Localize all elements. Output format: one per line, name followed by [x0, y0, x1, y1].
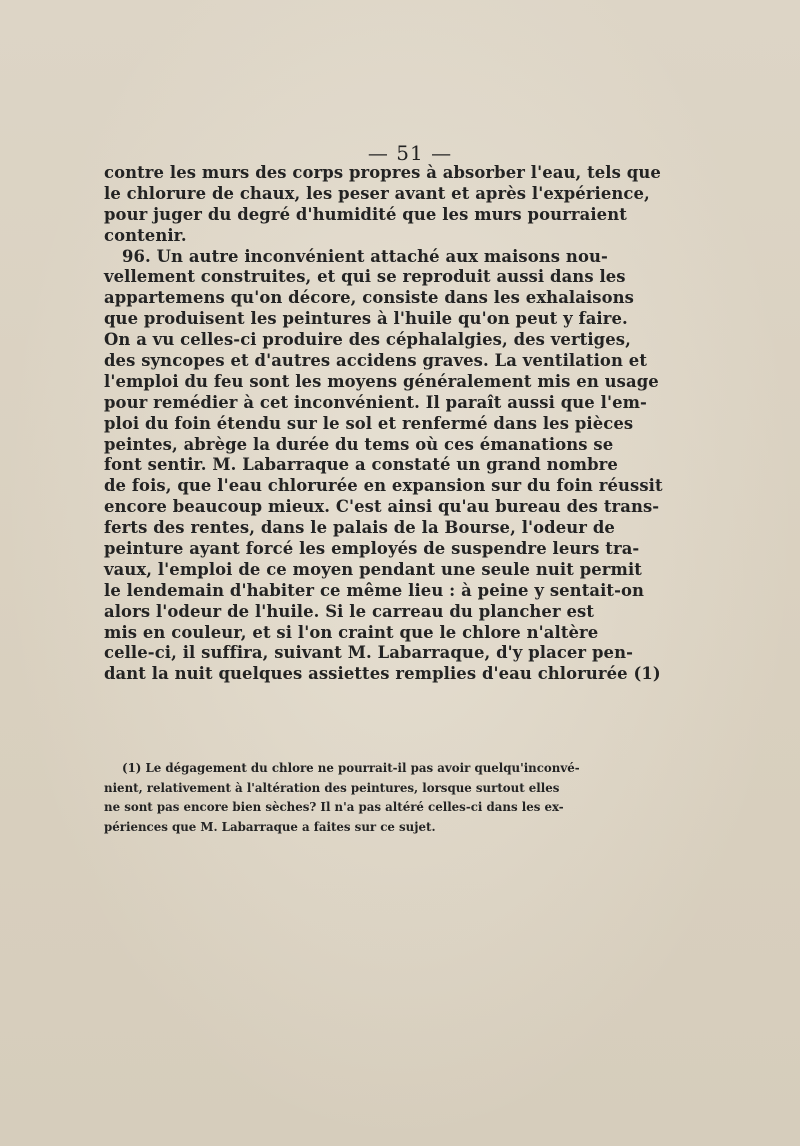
- footnote-line: périences que M. Labarraque a faites sur ce sujet.: [104, 819, 436, 834]
- text-line: alors l'odeur de l'huile. Si le carreau du plancher est: [104, 601, 595, 621]
- text-line: appartemens qu'on décore, consiste dans les exhalaisons: [104, 288, 634, 308]
- footnote-line: nient, relativement à l'altération des peintures, lorsque surtout elles: [104, 780, 560, 795]
- text-line: On a vu celles-ci produire des céphalalgies, des vertiges,: [104, 330, 631, 350]
- text-line: que produisent les peintures à l'huile qu'on peut y faire.: [104, 309, 628, 329]
- footnote-line: ne sont pas encore bien sèches? Il n'a pas altéré celles-ci dans les ex-: [104, 800, 564, 814]
- text-line: peinture ayant forcé les employés de suspendre leurs tra-: [104, 539, 640, 559]
- text-line: le chlorure de chaux, les peser avant et après l'expérience,: [104, 183, 650, 203]
- text-line: peintes, abrège la durée du tems où ces émanations se: [104, 434, 614, 454]
- text-line: celle-ci, il suffira, suivant M. Labarraque, d'y placer pen-: [104, 643, 633, 663]
- footnote: [104, 759, 580, 837]
- text-line: contre les murs des corps propres à absorber l'eau, tels que: [104, 163, 661, 182]
- text-line: font sentir. M. Labarraque a constaté un grand nombre: [104, 455, 618, 475]
- text-line: vaux, l'emploi de ce moyen pendant une seule nuit permit: [104, 559, 642, 579]
- text-line: encore beaucoup mieux. C'est ainsi qu'au bureau des trans-: [104, 497, 660, 517]
- text-line: 96. Un autre inconvénient attaché aux maisons nou-: [122, 246, 608, 266]
- text-line: de fois, que l'eau chlorurée en expansion sur du foin réussit: [104, 476, 663, 496]
- body-text: [104, 163, 663, 685]
- text-line: pour juger du degré d'humidité que les murs pourraient: [104, 204, 627, 224]
- text-line: des syncopes et d'autres accidens graves. La ventilation et: [104, 351, 647, 371]
- text-line: vellement construites, et qui se reproduit aussi dans les: [104, 267, 626, 287]
- text-line: contenir.: [104, 225, 187, 245]
- page-number: — 51 —: [367, 141, 453, 165]
- text-line: ploi du foin étendu sur le sol et renfermé dans les pièces: [104, 413, 634, 433]
- text-line: ferts des rentes, dans le palais de la Bourse, l'odeur de: [104, 518, 615, 538]
- text-line: l'emploi du feu sont les moyens généralement mis en usage: [104, 371, 659, 391]
- text-line: pour remédier à cet inconvénient. Il paraît aussi que l'em-: [104, 392, 647, 412]
- text-line: le lendemain d'habiter ce même lieu : à peine y sentait-on: [104, 580, 645, 600]
- text-line: dant la nuit quelques assiettes remplies d'eau chlorurée (1): [104, 664, 661, 684]
- text-line: mis en couleur, et si l'on craint que le chlore n'altère: [104, 622, 599, 642]
- footnote-line: (1) Le dégagement du chlore ne pourrait-il pas avoir quelqu'inconvé-: [122, 761, 580, 775]
